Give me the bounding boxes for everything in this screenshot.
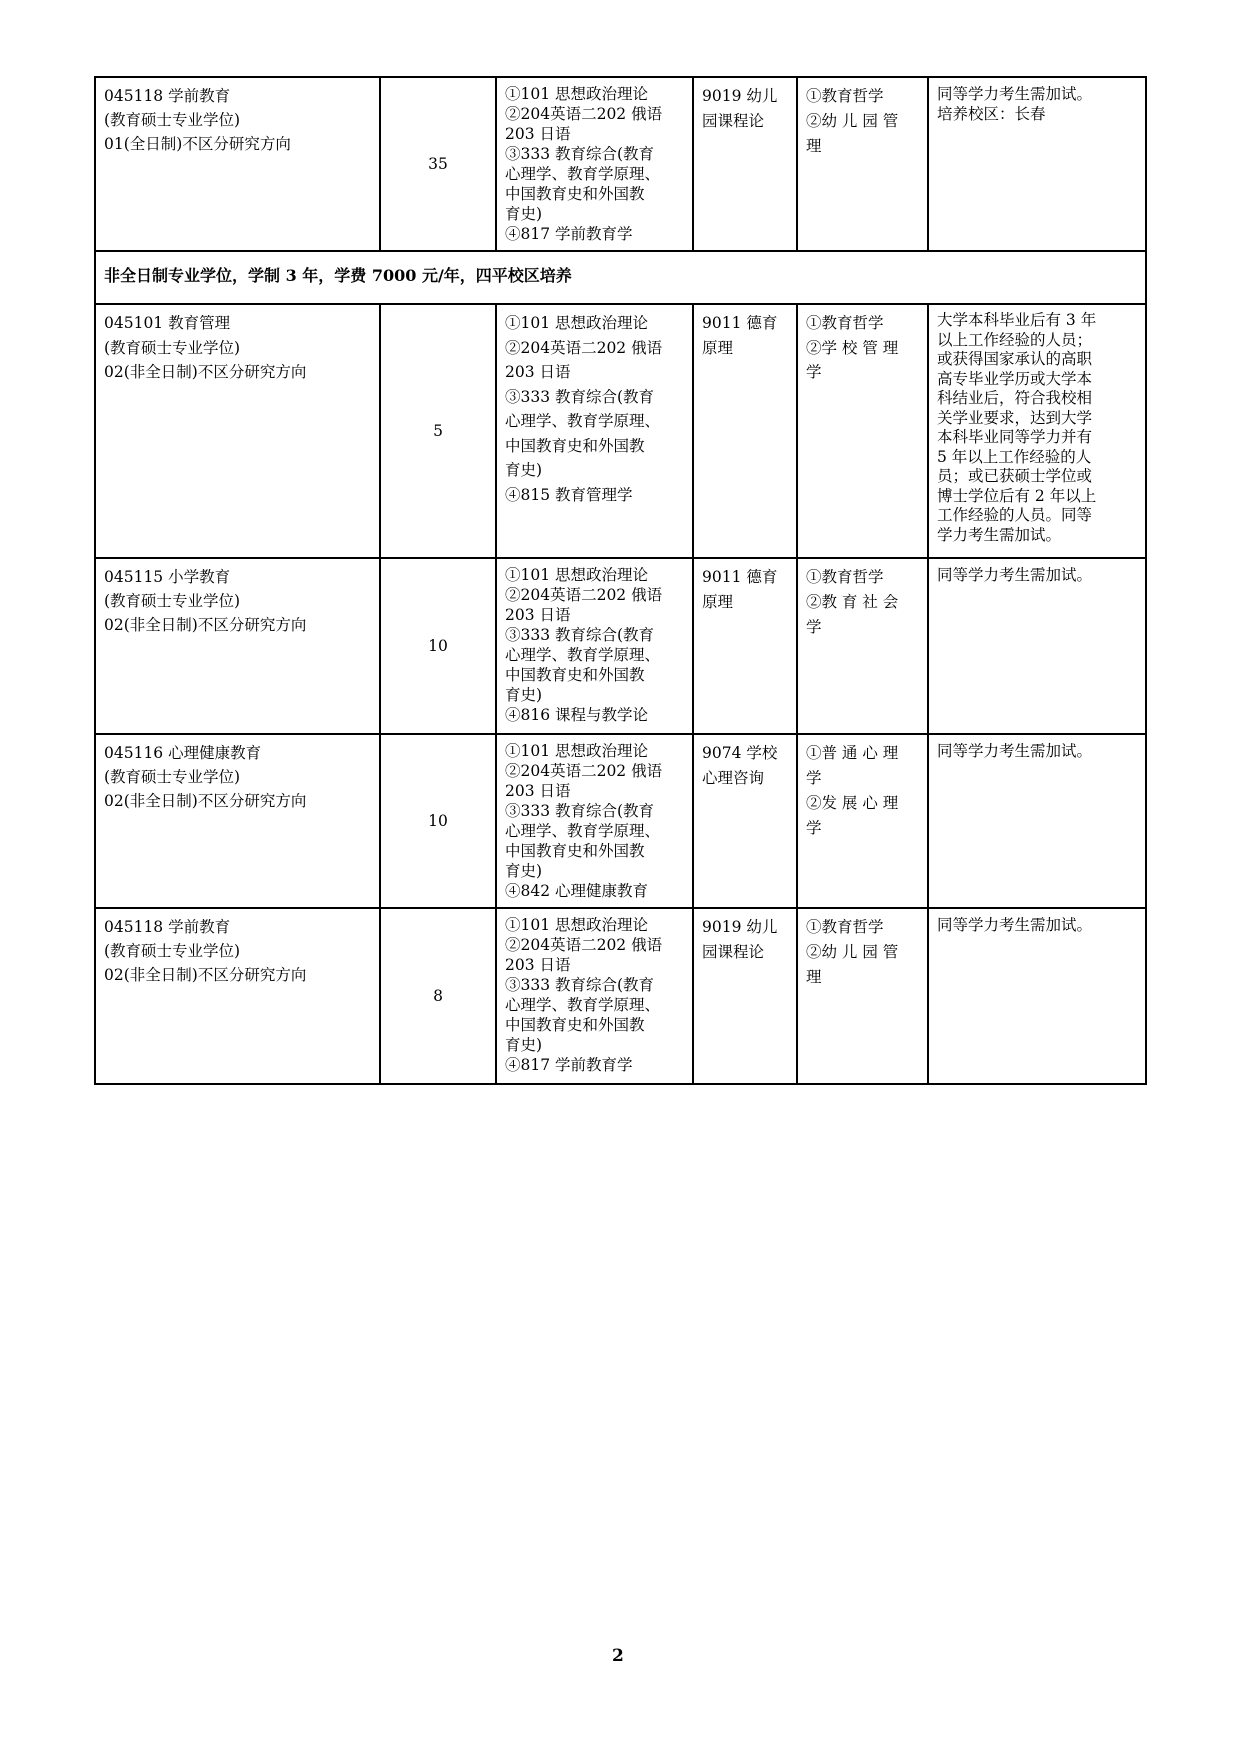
exam-subject: ③333 教育综合(教育 [505, 802, 655, 820]
exam-subject: ③333 教育综合(教育 [505, 976, 655, 994]
notes-cell [928, 77, 1146, 251]
retest-subject: 9011 德育 [702, 314, 778, 332]
admissions-table [94, 76, 1147, 1085]
exam-subject: ③333 教育综合(教育 [505, 145, 655, 163]
quota-cell: 10 [380, 558, 496, 734]
exam-subject: ④842 心理健康教育 [505, 882, 649, 900]
retest-subject: 9011 德育 [702, 568, 778, 586]
extra-subject: ②学 校 管 理 [806, 338, 899, 357]
quota-cell: 5 [380, 304, 496, 558]
retest-subject-cell [693, 304, 797, 558]
quota-cell: 10 [380, 734, 496, 908]
extra-subject: ①教育哲学 [806, 314, 884, 332]
note-line: 同等学力考生需加试。 [937, 916, 1093, 934]
retest-subject: 原理 [702, 593, 734, 611]
exam-subject: 中国教育史和外国教 [505, 842, 645, 860]
extra-subjects-cell [797, 908, 928, 1084]
note-line: 本科毕业同等学力并有 [937, 428, 1093, 446]
note-line: 高专毕业学历或大学本 [937, 369, 1093, 388]
program-cell [95, 77, 380, 251]
extra-subject: ②发 展 心 理 [806, 794, 899, 812]
table-row [95, 304, 1146, 558]
exam-subject: ①101 思想政治理论 [505, 314, 649, 332]
exam-subject: 心理学、教育学原理、 [505, 996, 661, 1014]
exam-subject: ④815 教育管理学 [505, 485, 633, 504]
exam-subject: ②204英语二202 俄语 [505, 762, 663, 780]
exam-subject: 203 日语 [505, 956, 571, 974]
extra-subject: 学 [806, 769, 822, 787]
exam-subject: ②204英语二202 俄语 [505, 105, 663, 123]
extra-subject: 理 [806, 968, 822, 986]
program-cell [95, 558, 380, 734]
degree-type: (教育硕士专业学位) [104, 768, 241, 786]
exam-subject: ④817 学前教育学 [505, 1056, 633, 1074]
exam-subject: 育史) [505, 205, 543, 223]
exam-subject: 心理学、教育学原理、 [505, 165, 661, 183]
extra-subject: ②幼 儿 园 管 [806, 943, 899, 961]
exam-subject: 中国教育史和外国教 [505, 1016, 645, 1034]
research-direction: 02(非全日制)不区分研究方向 [104, 363, 307, 381]
exam-subject: 育史) [505, 862, 543, 880]
note-line: 学力考生需加试。 [937, 525, 1062, 544]
exam-subject: ①101 思想政治理论 [505, 85, 649, 103]
note-line: 同等学力考生需加试。 [937, 742, 1093, 760]
exam-subject: ③333 教育综合(教育 [505, 387, 655, 406]
exam-subject: 心理学、教育学原理、 [505, 646, 661, 664]
degree-type: (教育硕士专业学位) [104, 942, 241, 960]
table-row [95, 558, 1146, 734]
retest-subject: 心理咨询 [702, 769, 765, 787]
retest-subject-cell [693, 908, 797, 1084]
program-cell [95, 734, 380, 908]
exam-subjects-cell [496, 304, 693, 558]
extra-subject: 学 [806, 363, 822, 381]
extra-subject: ①普 通 心 理 [806, 744, 899, 762]
program-code-name: 045115 小学教育 [104, 568, 231, 586]
note-line: 员；或已获硕士学位或 [937, 467, 1093, 485]
notes-cell [928, 908, 1146, 1084]
extra-subject: ②教 育 社 会 [806, 593, 899, 611]
exam-subject: ②204英语二202 俄语 [505, 586, 663, 604]
note-line: 同等学力考生需加试。 [937, 85, 1093, 103]
retest-subject: 园课程论 [702, 112, 765, 130]
note-line: 以上工作经验的人员； [937, 330, 1093, 349]
exam-subject: 育史) [505, 686, 543, 704]
retest-subject: 9019 幼儿 [702, 87, 778, 105]
retest-subject: 9074 学校 [702, 744, 778, 762]
exam-subjects-cell [496, 734, 693, 908]
table-row [95, 77, 1146, 251]
notes-cell [928, 734, 1146, 908]
retest-subject-cell [693, 558, 797, 734]
research-direction: 02(非全日制)不区分研究方向 [104, 792, 307, 810]
exam-subject: 203 日语 [505, 125, 571, 143]
research-direction: 02(非全日制)不区分研究方向 [104, 966, 307, 984]
retest-subject: 园课程论 [702, 943, 765, 961]
extra-subject: ①教育哲学 [806, 918, 884, 936]
research-direction: 02(非全日制)不区分研究方向 [104, 616, 307, 634]
notes-cell [928, 304, 1146, 558]
exam-subjects-cell [496, 77, 693, 251]
exam-subject: 中国教育史和外国教 [505, 185, 645, 203]
degree-type: (教育硕士专业学位) [104, 111, 241, 129]
exam-subject: 育史) [505, 1036, 543, 1054]
extra-subjects-cell [797, 77, 928, 251]
exam-subjects-cell [496, 908, 693, 1084]
table-row [95, 908, 1146, 1084]
note-line: 5 年以上工作经验的人 [937, 447, 1092, 466]
extra-subjects-cell [797, 734, 928, 908]
program-cell [95, 304, 380, 558]
retest-subject: 原理 [702, 338, 734, 357]
section-header-row [95, 251, 1146, 304]
note-line: 或获得国家承认的高职 [937, 350, 1093, 368]
exam-subject: ②204英语二202 俄语 [505, 936, 663, 954]
section-header: 非全日制专业学位，学制 3 年，学费 7000 元/年，四平校区培养 [95, 251, 1146, 304]
note-line: 大学本科毕业后有 3 年 [937, 311, 1097, 329]
exam-subject: 203 日语 [505, 363, 571, 381]
program-cell [95, 908, 380, 1084]
extra-subject: 学 [806, 819, 822, 837]
exam-subject: ②204英语二202 俄语 [505, 338, 663, 357]
note-line: 工作经验的人员。同等 [937, 506, 1093, 524]
exam-subject: ③333 教育综合(教育 [505, 626, 655, 644]
note-line: 博士学位后有 2 年以上 [937, 486, 1097, 505]
exam-subject: ①101 思想政治理论 [505, 916, 649, 934]
extra-subjects-cell [797, 558, 928, 734]
note-line: 关学业要求，达到大学 [937, 408, 1093, 427]
exam-subject: ①101 思想政治理论 [505, 742, 649, 760]
program-code-name: 045116 心理健康教育 [104, 744, 262, 762]
quota-cell: 8 [380, 908, 496, 1084]
exam-subject: 203 日语 [505, 782, 571, 800]
exam-subject: 中国教育史和外国教 [505, 436, 645, 455]
program-code-name: 045118 学前教育 [104, 918, 231, 936]
exam-subject: 育史) [505, 461, 543, 479]
exam-subject: ④817 学前教育学 [505, 225, 633, 243]
exam-subject: 中国教育史和外国教 [505, 666, 645, 684]
exam-subject: 203 日语 [505, 606, 571, 624]
exam-subject: ④816 课程与教学论 [505, 706, 649, 724]
exam-subject: 心理学、教育学原理、 [505, 412, 661, 430]
retest-subject: 9019 幼儿 [702, 918, 778, 936]
exam-subject: ①101 思想政治理论 [505, 566, 649, 584]
note-line: 培养校区：长春 [937, 105, 1046, 123]
program-code-name: 045101 教育管理 [104, 314, 231, 332]
note-line: 同等学力考生需加试。 [937, 566, 1093, 584]
exam-subjects-cell [496, 558, 693, 734]
quota-cell: 35 [380, 77, 496, 251]
extra-subject: 学 [806, 618, 822, 636]
degree-type: (教育硕士专业学位) [104, 338, 241, 357]
extra-subject: ①教育哲学 [806, 87, 884, 105]
exam-subject: 心理学、教育学原理、 [505, 822, 661, 840]
research-direction: 01(全日制)不区分研究方向 [104, 135, 291, 153]
table-row [95, 734, 1146, 908]
notes-cell [928, 558, 1146, 734]
note-line: 科结业后，符合我校相 [937, 389, 1093, 407]
retest-subject-cell [693, 77, 797, 251]
program-code-name: 045118 学前教育 [104, 87, 231, 105]
extra-subjects-cell [797, 304, 928, 558]
page-number: 2 [612, 1646, 624, 1666]
degree-type: (教育硕士专业学位) [104, 592, 241, 610]
extra-subject: ①教育哲学 [806, 568, 884, 586]
extra-subject: 理 [806, 137, 822, 155]
extra-subject: ②幼 儿 园 管 [806, 112, 899, 130]
retest-subject-cell [693, 734, 797, 908]
